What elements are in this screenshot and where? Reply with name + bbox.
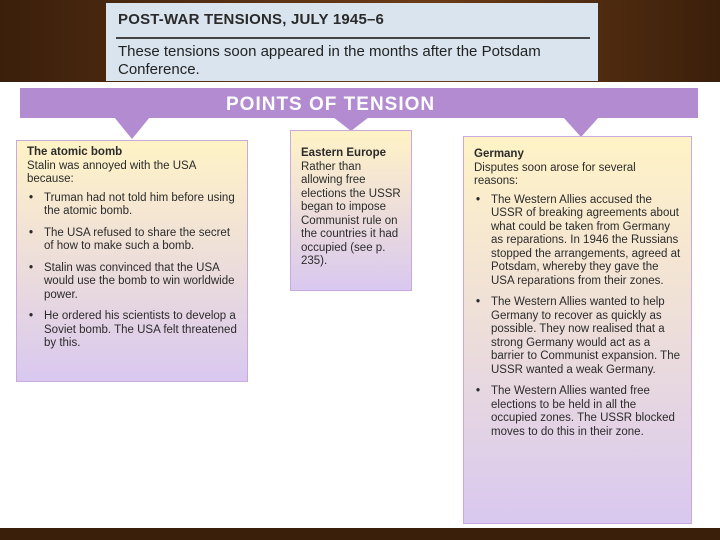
heading-title: POST-WAR TENSIONS, JULY 1945–6: [118, 11, 385, 28]
eastern-europe-box: [290, 130, 412, 291]
atomic-bomb-intro: Stalin was annoyed with the USA because:: [27, 159, 196, 185]
arrow-to-eastern-europe-icon: [333, 117, 369, 131]
arrow-to-atomic-bomb-icon: [114, 117, 150, 139]
list-item: • The USA refused to share the secret of how to make such a bomb.: [27, 227, 239, 254]
list-item: • The Western Allies accused the USSR of breaking agreements about what could be taken from Germany as reparations. In 1946 the Russians stopped the arrangements, agreed at Potsdam, whereby they gave the USA reparations from their zones.: [474, 194, 683, 289]
list-item: • He ordered his scientists to develop a Soviet bomb. The USA felt threatened by this.: [27, 310, 239, 351]
germany-title: Germany: [474, 148, 524, 160]
heading-divider: [116, 37, 590, 39]
atomic-bomb-title: The atomic bomb: [27, 146, 123, 158]
list-item: • The Western Allies wanted free elections to be held in all the occupied zones. The USSR blocked moves to do this in their zone.: [474, 385, 683, 439]
arrow-to-germany-icon: [563, 117, 599, 137]
banner-title: POINTS OF TENSION: [226, 94, 436, 115]
atomic-bomb-points: [27, 192, 239, 351]
germany-points: [474, 194, 683, 440]
eastern-europe-text: Rather than allowing free elections the USSR began to impose Communist rule on the countries it had occupied (see p. 235).: [301, 160, 401, 267]
heading-text: These tensions soon appeared in the months after the Potsdam Conference.: [118, 43, 541, 78]
list-item: • Stalin was convinced that the USA would use the bomb to win worldwide power.: [27, 262, 239, 303]
list-item: • The Western Allies wanted to help Germany to recover as quickly as possible. They now realised that a strong Germany would act as a barrier to Communist expansion. The USSR wanted a weak Germany.: [474, 296, 683, 377]
germany-intro: Disputes soon arose for several reasons:: [474, 161, 636, 187]
bottom-background-band: [0, 528, 720, 540]
list-item: • Truman had not told him before using the atomic bomb.: [27, 192, 239, 219]
eastern-europe-title: Eastern Europe: [301, 147, 386, 159]
heading-panel: [106, 3, 598, 81]
atomic-bomb-box: [16, 140, 248, 382]
germany-box: [463, 136, 692, 524]
